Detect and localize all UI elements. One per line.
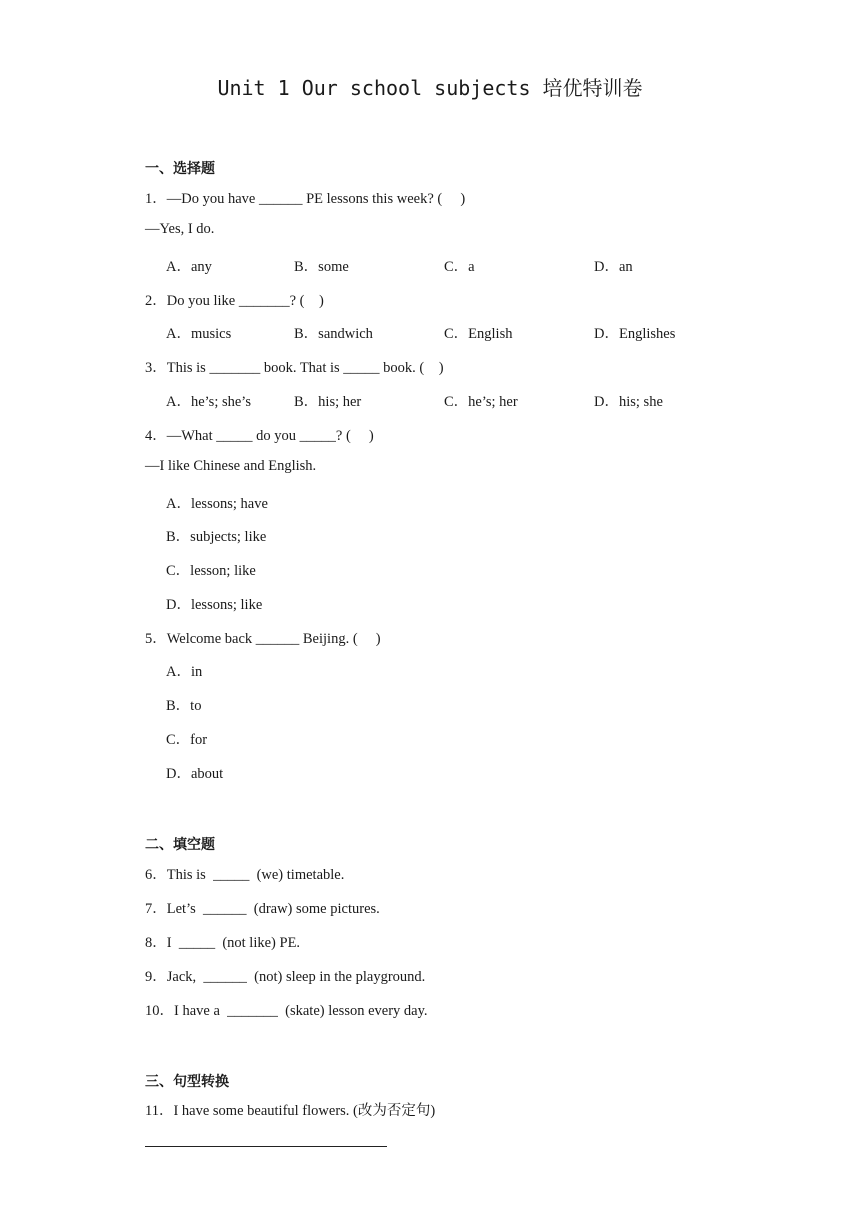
question-1-option-c: C．a [444, 259, 475, 275]
question-5-option-c: C．for [166, 732, 208, 748]
question-4-option-a: A．lessons; have [166, 496, 268, 512]
question-5-stem: 5．Welcome back ______ Beijing. ( ) [145, 631, 381, 647]
question-8: 8．I _____ (not like) PE. [145, 935, 301, 951]
question-1-option-b: B．some [294, 259, 349, 275]
question-3-stem: 3．This is _______ book. That is _____ book. ( ) [145, 360, 444, 376]
section-heading-transform: 三、句型转换 [145, 1074, 229, 1090]
question-2-stem: 2．Do you like _______? ( ) [145, 293, 324, 309]
question-3-option-d: D．his; she [594, 394, 663, 410]
question-2-option-a: A．musics [166, 326, 232, 342]
question-4-option-c: C．lesson; like [166, 563, 256, 579]
question-5-option-a: A．in [166, 664, 203, 680]
question-4-reply: —I like Chinese and English. [145, 458, 317, 474]
question-9: 9．Jack, ______ (not) sleep in the playground. [145, 969, 426, 985]
question-1-reply: —Yes, I do. [145, 221, 215, 237]
question-3-option-c: C．he’s; her [444, 394, 518, 410]
question-11: 11．I have some beautiful flowers. (改为否定句) [145, 1103, 436, 1119]
question-6: 6．This is _____ (we) timetable. [145, 867, 345, 883]
question-5-option-d: D．about [166, 766, 224, 782]
question-5-option-b: B．to [166, 698, 202, 714]
question-4-option-b: B．subjects; like [166, 529, 267, 545]
question-1-option-a: A．any [166, 259, 212, 275]
question-4-option-d: D．lessons; like [166, 597, 263, 613]
question-3-option-a: A．he’s; she’s [166, 394, 251, 410]
section-heading-choice: 一、选择题 [145, 161, 215, 177]
question-1-stem: 1．—Do you have ______ PE lessons this week? ( ) [145, 191, 466, 207]
question-2-option-c: C．English [444, 326, 513, 342]
question-4-stem: 4．—What _____ do you _____? ( ) [145, 428, 374, 444]
question-1-option-d: D．an [594, 259, 633, 275]
page-title: Unit 1 Our school subjects 培优特训卷 [217, 76, 643, 100]
question-2-option-b: B．sandwich [294, 326, 373, 342]
question-10: 10．I have a _______ (skate) lesson every day. [145, 1003, 428, 1019]
question-7: 7．Let’s ______ (draw) some pictures. [145, 901, 380, 917]
answer-line [145, 1146, 387, 1147]
section-heading-fill-in: 二、填空题 [145, 837, 215, 853]
question-2-option-d: D．Englishes [594, 326, 676, 342]
question-3-option-b: B．his; her [294, 394, 362, 410]
